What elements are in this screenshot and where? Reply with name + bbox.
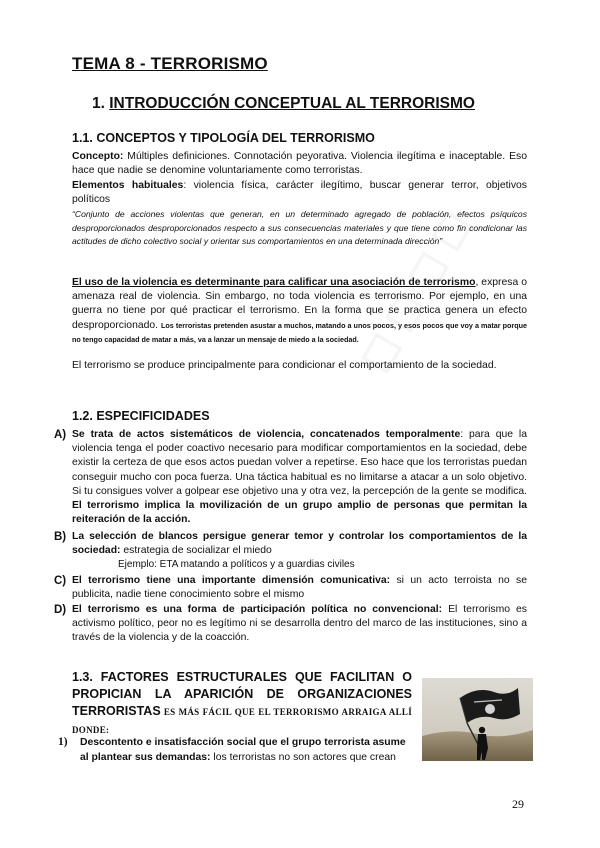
section-number: 1. [92,95,105,112]
heading-main: 1.3. FACTORES ESTRUCTURALES QUE FACILITAN O PROPICIAN LA APARICIÓN DE ORGANIZACIONES TERRORISTAS [72,670,412,718]
terrorismo-produce-paragraph: El terrorismo se produce principalmente para condicionar el comportamiento de la sociedad. [72,360,497,371]
item-text: si un acto terroista no se publicita, nadie tiene conocimiento sobre el mismo [72,575,527,601]
item-label: 1) [58,736,68,748]
subsection-heading-1-1: 1.1. CONCEPTOS Y TIPOLOGÍA DEL TERRORISMO [72,131,375,145]
definition-quote: “Conjunto de acciones violentas que generan, en un determinado agregado de población, efectos psíquicos desproporcionados desproporcionados respecto a sus consecuencias materiales y que tiene como fin condicionar las actitudes de dicho colectivo social y orientar sus comportamientos en una determinada dirección” [72,209,527,247]
elementos-label: Elementos habituales [72,180,184,191]
uso-violencia-text: , expresa o amenaza real de violencia. Sin embargo, no toda violencia es terrorismo. Por ejemplo, en una guerra no tiene por qué practicar el terrorismo. En la forma que se practica genera un efecto desproporcionado. [72,277,527,331]
concepto-paragraph [72,150,527,178]
flag-photo-image [422,678,533,761]
specificity-item-a [54,428,527,527]
item-bold: El terrorismo es una forma de participación política no convencional: [72,604,443,615]
page-number: 29 [512,797,524,811]
factor-item-1 [58,735,413,765]
concepto-label: Concepto: [72,151,124,162]
flag-photo [422,678,533,761]
item-bold: Descontento e insatisfacción social que el grupo terrorista asume al plantear sus demandas: [80,737,406,763]
item-text: los terroristas no son actores que crean [210,752,396,763]
uso-violencia-paragraph [72,276,527,347]
subsection-heading-1-2: 1.2. ESPECIFICIDADES [72,409,210,423]
item-label: B) [54,531,67,543]
elementos-text: : violencia física, carácter ilegítimo, buscar generar terror, objetivos políticos [72,180,527,206]
item-bold-end: El terrorismo implica la movilización de un grupo amplio de personas que permitan la reiteración de la acción. [72,500,527,526]
uso-violencia-note: Los terroristas pretenden asustar a muchos, matando a unos pocos, y esos pocos que voy a matar porque no tengo capacidad de matar a más, va a lanzar un mensaje de miedo a la sociedad. [72,320,527,344]
example-eta: Ejemplo: ETA matando a políticos y a guardias civiles [118,559,355,570]
specificity-item-d [54,603,527,646]
section-title [92,95,475,113]
item-bold: Se trata de actos sistemáticos de violencia, concatenados temporalmente [72,429,461,440]
item-bold: El terrorismo tiene una importante dimensión comunicativa: [72,575,391,586]
item-bold: La selección de blancos persigue generar temor y controlar los comportamientos de la sociedad: [72,531,527,557]
concepto-text: Múltiples definiciones. Connotación peyorativa. Violencia ilegítima e inaceptable. Eso hace que nadie se denomine voluntariamente como terroristas. [72,151,527,177]
section-title-text: INTRODUCCIÓN CONCEPTUAL AL TERRORISMO [109,95,475,112]
item-text: estrategia de socializar el miedo [120,545,272,557]
uso-violencia-underlined: El uso de la violencia es determinante para calificar una asociación de terrorismo [72,277,476,288]
item-label: D) [54,604,67,616]
page-title: TEMA 8 - TERRORISMO [72,54,268,73]
item-label: A) [54,429,67,441]
elementos-paragraph [72,179,527,207]
subsection-heading-1-3 [72,669,412,739]
item-label: C) [54,575,67,587]
specificity-item-b [54,530,527,558]
item-text: El terrorismo es activismo político, peor no es legítimo ni se desarrolla dentro del marco de las instituciones, sino a través de la violencia y de la coacción. [72,604,528,644]
specificity-item-c [54,574,527,602]
heading-tail: ES MÁS FÁCIL QUE EL TERRORISMO ARRAIGA ALLÍ DONDE: [72,707,412,735]
item-text: : para que la violencia tenga el poder coactivo necesario para modificar comportamientos en la sociedad, debe existir la certeza de que esos actos puedan volver a repetirse. Eso hace que los terroristas puedan conseguir mucho con poca fuerza. Una táctica habitual es no limitarse a atacar a un solo objetivo. Si tu consigues volver a golpear ese objetivo una y otra vez, la percepción de la gente se modifica. [72,429,527,497]
